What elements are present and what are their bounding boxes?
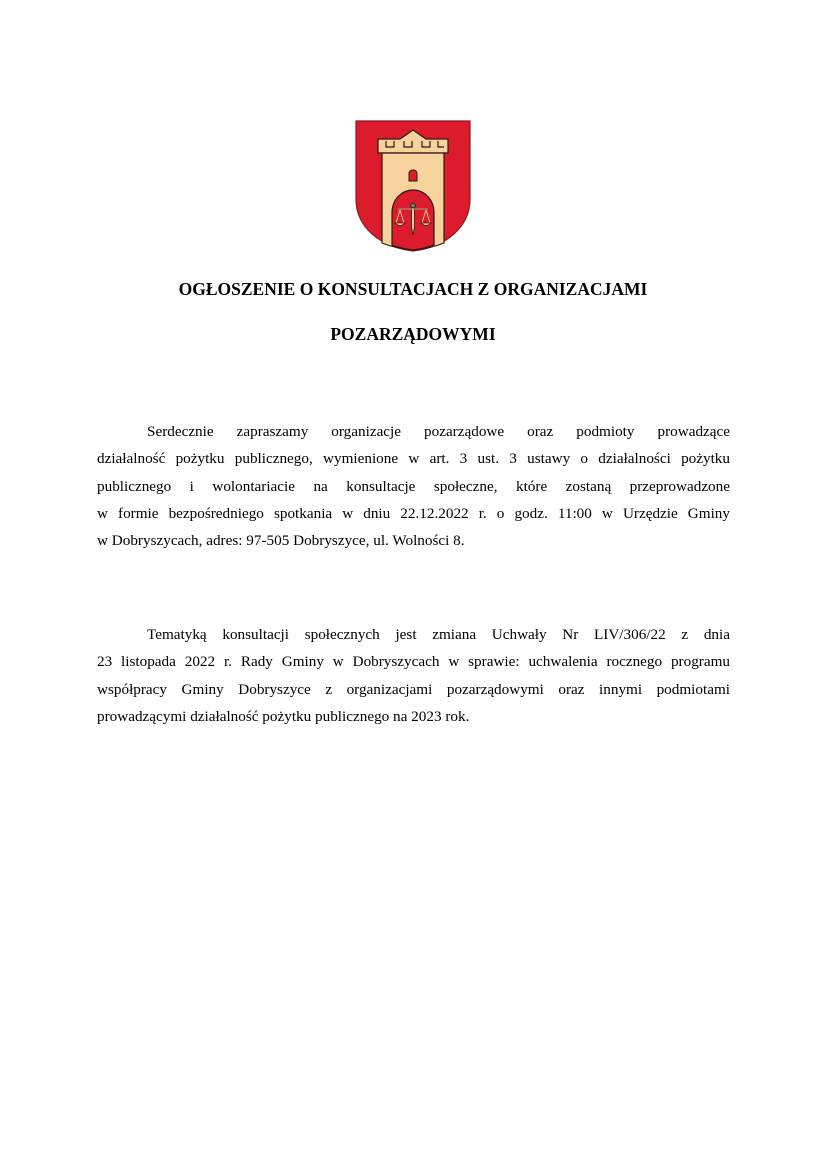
paragraph-line: w Dobryszycach, adres: 97-505 Dobryszyce, ul. Wolności 8. bbox=[97, 532, 465, 550]
invitation-paragraph bbox=[97, 418, 730, 554]
paragraph-line: Tematyką konsultacji społecznych jest zmiana Uchwały Nr LIV/306/22 z dnia bbox=[147, 626, 730, 643]
paragraph-line: Serdecznie zapraszamy organizacje pozarządowe oraz podmioty prowadzące bbox=[147, 423, 730, 440]
announcement-title-line-1: OGŁOSZENIE O KONSULTACJACH Z ORGANIZACJAMI bbox=[178, 279, 648, 299]
paragraph-line: działalność pożytku publicznego, wymienione w art. 3 ust. 3 ustawy o działalności pożytku bbox=[97, 450, 730, 468]
paragraph-line: 23 listopada 2022 r. Rady Gminy w Dobryszycach w sprawie: uchwalenia rocznego programu bbox=[97, 653, 730, 671]
coat-of-arms-icon bbox=[354, 119, 472, 253]
paragraph-line: współpracy Gminy Dobryszyce z organizacjami pozarządowymi oraz innymi podmiotami bbox=[97, 680, 730, 698]
topic-paragraph bbox=[97, 621, 730, 730]
paragraph-line: prowadzącymi działalność pożytku publicznego na 2023 rok. bbox=[97, 707, 470, 725]
paragraph-line: publicznego i wolontariacie na konsultacje społeczne, które zostaną przeprowadzone bbox=[97, 477, 730, 495]
tower-window bbox=[409, 170, 417, 181]
paragraph-line: w formie bezpośredniego spotkania w dniu 22.12.2022 r. o godz. 11:00 w Urzędzie Gminy bbox=[97, 504, 730, 522]
announcement-title-line-2: POZARZĄDOWYMI bbox=[330, 324, 496, 344]
